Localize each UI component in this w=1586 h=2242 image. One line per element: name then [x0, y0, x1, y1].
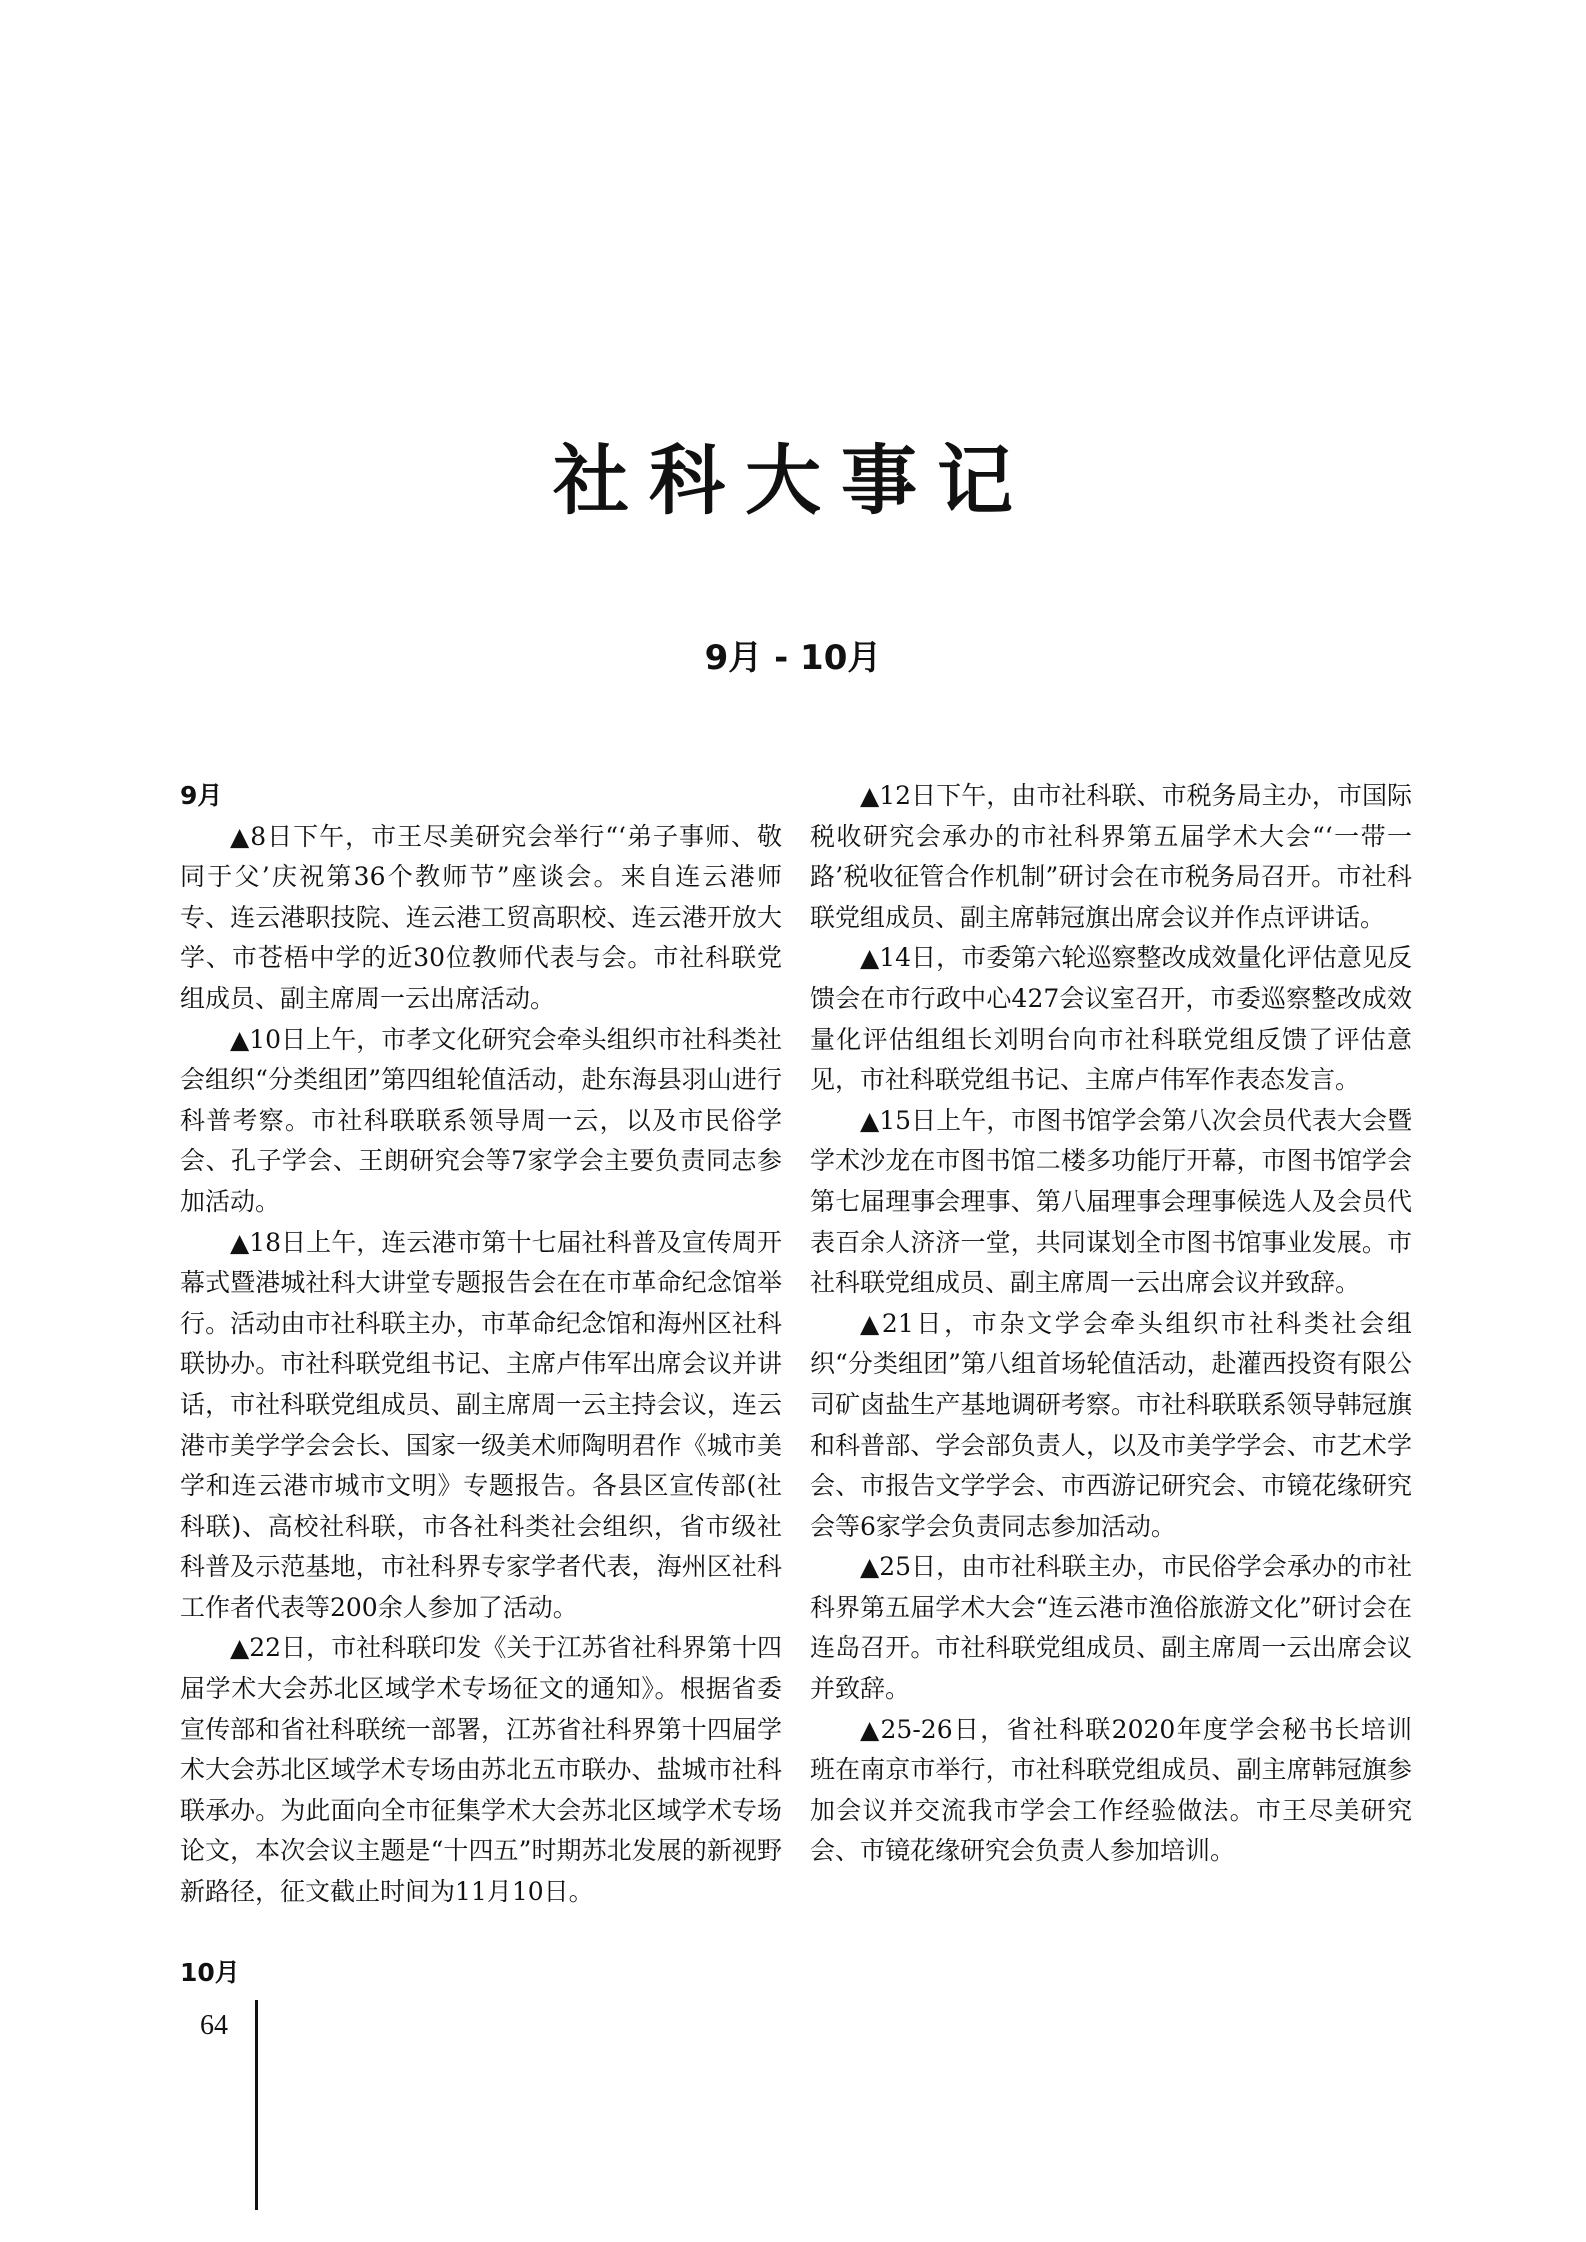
event-entry: ▲25日，由市社科联主办，市民俗学会承办的市社科界第五届学术大会“连云港市渔俗旅游文化”研讨会在连岛召开。市社科联党组成员、副主席周一云出席会议并致辞。: [810, 1552, 1412, 1704]
event-entry: ▲8日下午，市王尽美研究会举行“‘弟子事师、敬同于父’庆祝第36个教师节”座谈会。来自连云港师专、连云港职技院、连云港工贸高职校、连云港开放大学、市苍梧中学的近30位教师代表与会。市社科联党组成员、副主席周一云出席活动。: [180, 821, 782, 1013]
page-number: 64: [200, 2010, 228, 2041]
page-title: 社科大事记: [553, 436, 1033, 525]
event-entry: ▲10日上午，市孝文化研究会牵头组织市社科类社会组织“分类组团”第四组轮值活动，赴东海县羽山进行科普考察。市社科联联系领导周一云，以及市民俗学会、孔子学会、王朗研究会等7家学会主要负责同志参加活动。: [180, 1024, 782, 1216]
month-heading-october: 10月: [180, 1957, 240, 1987]
event-entry: ▲25-26日，省社科联2020年度学会秘书长培训班在南京市举行，市社科联党组成员、副主席韩冠旗参加会议并交流我市学会工作经验做法。市王尽美研究会、市镜花缘研究会负责人参加培训。: [810, 1714, 1412, 1866]
event-entry: ▲15日上午，市图书馆学会第八次会员代表大会暨学术沙龙在市图书馆二楼多功能厅开幕，市图书馆学会第七届理事会理事、第八届理事会理事候选人及会员代表百余人济济一堂，共同谋划全市图书馆事业发展。市社科联党组成员、副主席周一云出席会议并致辞。: [810, 1105, 1412, 1298]
right-column: [810, 776, 1412, 1872]
event-entry: ▲14日，市委第六轮巡察整改成效量化评估意见反馈会在市行政中心427会议室召开，市委巡察整改成效量化评估组组长刘明台向市社科联党组反馈了评估意见，市社科联党组书记、主席卢伟军作表态发言。: [810, 943, 1412, 1095]
left-column: [180, 776, 782, 1993]
event-entry: ▲18日上午，连云港市第十七届社科普及宣传周开幕式暨港城社科大讲堂专题报告会在在市革命纪念馆举行。活动由市社科联主办，市革命纪念馆和海州区社科联协办。市社科联党组书记、主席卢伟军出席会议并讲话，市社科联党组成员、副主席周一云主持会议，连云港市美学学会会长、国家一级美术师陶明君作《城市美学和连云港市城市文明》专题报告。各县区宣传部(社科联)、高校社科联，市各社科类社会组织，省市级社科普及示范基地，市社科界专家学者代表，海州区社科工作者代表等200余人参加了活动。: [180, 1227, 782, 1622]
event-entry: ▲12日下午，由市社科联、市税务局主办，市国际税收研究会承办的市社科界第五届学术大会“‘一带一路’税收征管合作机制”研讨会在市税务局召开。市社科联党组成员、副主席韩冠旗出席会议并作点评讲话。: [810, 781, 1412, 932]
date-range-subtitle: 9月 - 10月: [704, 638, 882, 678]
month-heading-september: 9月: [180, 781, 223, 810]
event-entry: ▲21日，市杂文学会牵头组织市社科类社会组织“分类组团”第八组首场轮值活动，赴灌西投资有限公司矿卤盐生产基地调研考察。市社科联联系领导韩冠旗和科普部、学会部负责人，以及市美学学会、市艺术学会、市报告文学学会、市西游记研究会、市镜花缘研究会等6家学会负责同志参加活动。: [810, 1308, 1412, 1541]
page-margin-rule: [255, 2000, 258, 2210]
event-entry: ▲22日，市社科联印发《关于江苏省社科界第十四届学术大会苏北区域学术专场征文的通知》。根据省委宣传部和省社科联统一部署，江苏省社科界第十四届学术大会苏北区域学术专场由苏北五市联办、盐城市社科联承办。为此面向全市征集学术大会苏北区域学术专场论文，本次会议主题是“十四五”时期苏北发展的新视野新路径，征文截止时间为11月10日。: [180, 1633, 782, 1907]
